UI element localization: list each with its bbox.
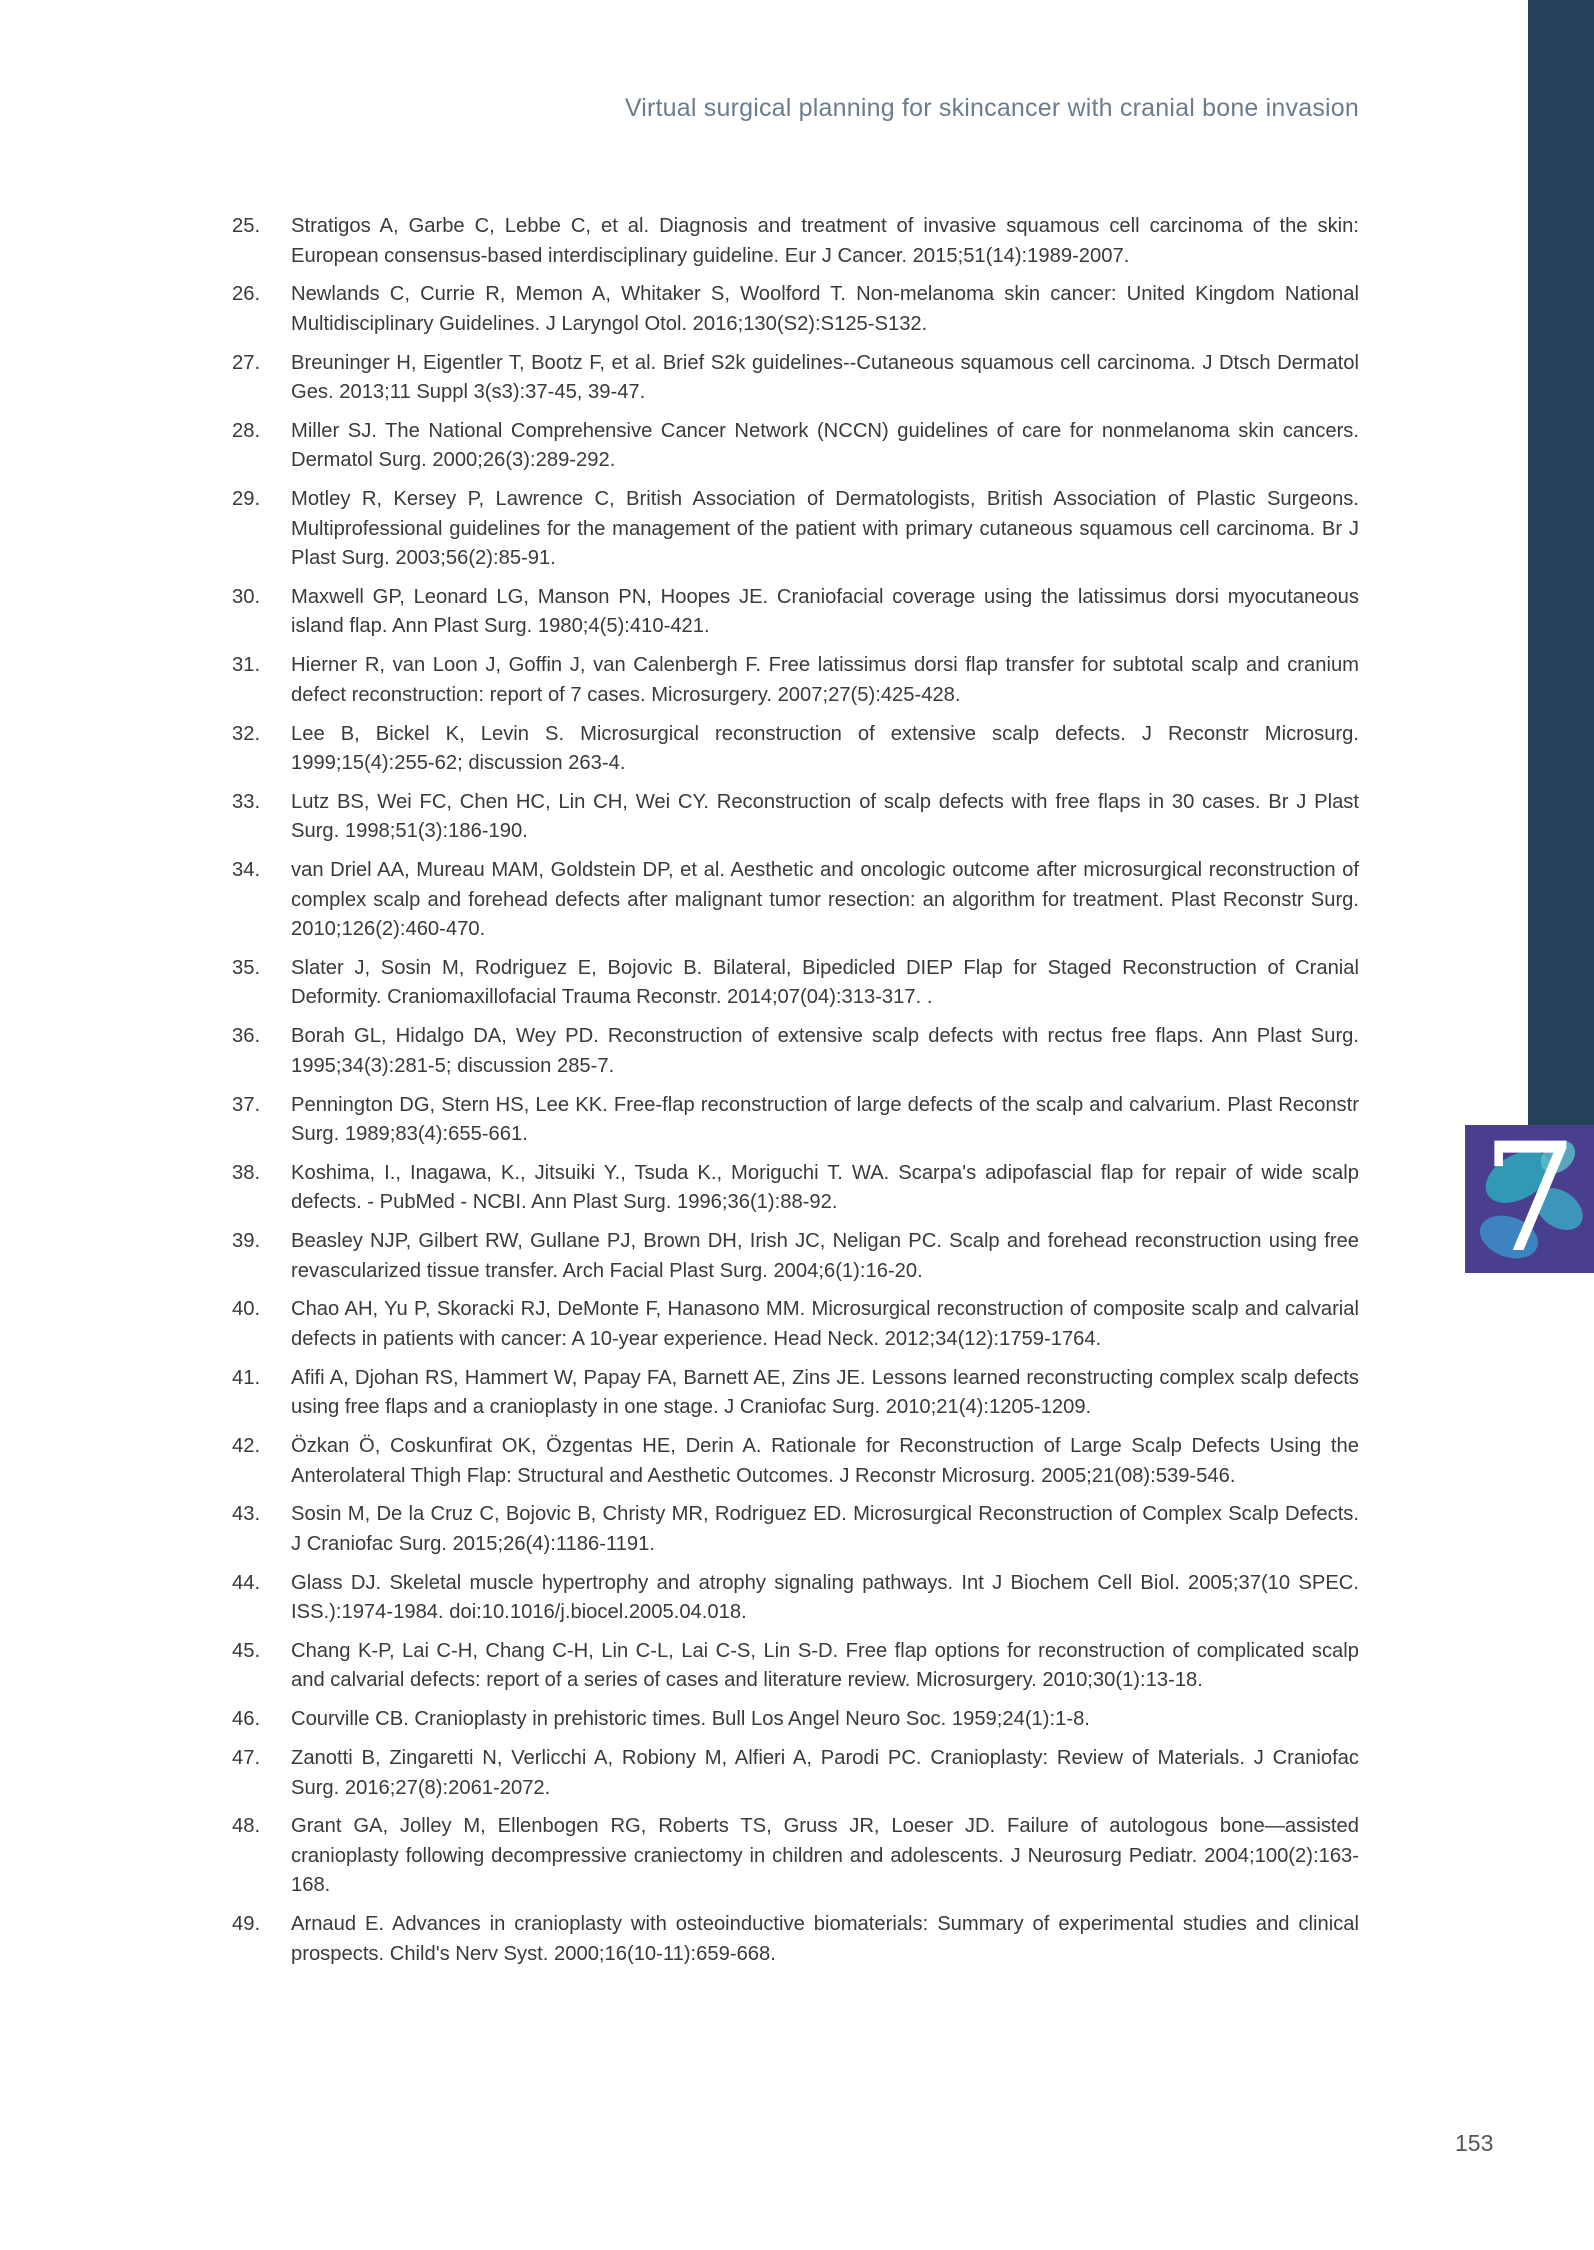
reference-number: 46.: [232, 1708, 261, 1731]
reference-number: 48.: [232, 1815, 261, 1838]
reference-number: 29.: [232, 488, 261, 511]
reference-number: 40.: [232, 1298, 261, 1321]
reference-text: Maxwell GP, Leonard LG, Manson PN, Hoopes JE. Craniofacial coverage using the latissimus dorsi myocutaneous island flap. Ann Plast Surg. 1980;4(5):410-421.: [291, 585, 1359, 638]
reference-number: 32.: [232, 722, 261, 745]
reference-item: [232, 651, 1359, 710]
reference-text: van Driel AA, Mureau MAM, Goldstein DP, et al. Aesthetic and oncologic outcome after microsurgical reconstruction of complex scalp and forehead defects after malignant tumor resection: an algorithm for treatment. Plast Reconstr Surg. 2010;126(2):460-470.: [291, 859, 1359, 941]
reference-number: 36.: [232, 1025, 261, 1048]
reference-item: [232, 788, 1359, 847]
reference-number: 49.: [232, 1913, 261, 1936]
reference-item: [232, 280, 1359, 339]
reference-number: 28.: [232, 419, 261, 442]
reference-text: Chang K-P, Lai C-H, Chang C-H, Lin C-L, Lai C-S, Lin S-D. Free flap options for reconstruction of complicated scalp and calvarial defects: report of a series of cases and literature review. Microsurgery. 2010;30(1):13-18.: [291, 1639, 1359, 1692]
reference-item: [232, 485, 1359, 574]
reference-text: Pennington DG, Stern HS, Lee KK. Free-flap reconstruction of large defects of the scalp and calvarium. Plast Reconstr Surg. 1989;83(4):655-661.: [291, 1093, 1359, 1146]
reference-number: 45.: [232, 1639, 261, 1662]
reference-item: [232, 1159, 1359, 1218]
reference-text: Lutz BS, Wei FC, Chen HC, Lin CH, Wei CY. Reconstruction of scalp defects with free flaps in 30 cases. Br J Plast Surg. 1998;51(3):186-190.: [291, 790, 1359, 843]
reference-text: Motley R, Kersey P, Lawrence C, British Association of Dermatologists, British Association of Plastic Surgeons. Multiprofessional guidelines for the management of the patient with primary cutaneous squamous cell carcinoma. Br J Plast Surg. 2003;56(2):85-91.: [291, 488, 1359, 570]
chapter-tab: [1465, 1125, 1594, 1273]
reference-text: Hierner R, van Loon J, Goffin J, van Calenbergh F. Free latissimus dorsi flap transfer for subtotal scalp and cranium defect reconstruction: report of 7 cases. Microsurgery. 2007;27(5):425-428.: [291, 654, 1359, 706]
reference-text: Breuninger H, Eigentler T, Bootz F, et al. Brief S2k guidelines--Cutaneous squamous cell carcinoma. J Dtsch Dermatol Ges. 2013;11 Suppl 3(s3):37-45, 39-47.: [291, 351, 1359, 404]
reference-number: 41.: [232, 1366, 261, 1389]
reference-number: 25.: [232, 215, 261, 237]
reference-text: Özkan Ö, Coskunfirat OK, Özgentas HE, Derin A. Rationale for Reconstruction of Large Scalp Defects Using the Anterolateral Thigh Flap: Structural and Aesthetic Outcomes. J Reconstr Microsurg. 2005;21(08):539-546.: [291, 1435, 1359, 1487]
reference-number: 26.: [232, 283, 261, 306]
reference-item: [232, 1432, 1359, 1491]
reference-number: 38.: [232, 1161, 261, 1184]
reference-item: [232, 583, 1359, 642]
reference-text: Stratigos A, Garbe C, Lebbe C, et al. Diagnosis and treatment of invasive squamous cell carcinoma of the skin: European consensus-based interdisciplinary guideline. Eur J Cancer. 2015;51(14):1989-2007.: [291, 215, 1359, 267]
reference-item: [232, 954, 1359, 1013]
reference-number: 30.: [232, 585, 261, 608]
reference-number: 39.: [232, 1230, 261, 1253]
reference-item: [232, 1022, 1359, 1081]
reference-number: 35.: [232, 956, 261, 979]
reference-number: 33.: [232, 790, 261, 813]
reference-text: Arnaud E. Advances in cranioplasty with osteoinductive biomaterials: Summary of experimental studies and clinical prospects. Child's Nerv Syst. 2000;16(10-11):659-668.: [291, 1913, 1359, 1965]
reference-number: 42.: [232, 1435, 261, 1458]
reference-text: Sosin M, De la Cruz C, Bojovic B, Christy MR, Rodriguez ED. Microsurgical Reconstruction of Complex Scalp Defects. J Craniofac Surg. 2015;26(4):1186-1191.: [291, 1503, 1359, 1555]
reference-item: [232, 720, 1359, 779]
reference-text: Grant GA, Jolley M, Ellenbogen RG, Roberts TS, Gruss JR, Loeser JD. Failure of autologous bone—assisted cranioplasty following decompressive craniectomy in children and adolescents. J Neurosurg Pediatr. 2004;100(2):163-168.: [291, 1815, 1359, 1897]
reference-item: [232, 417, 1359, 476]
reference-item: [232, 1637, 1359, 1696]
reference-number: 47.: [232, 1747, 261, 1770]
reference-item: [232, 1569, 1359, 1628]
reference-text: Borah GL, Hidalgo DA, Wey PD. Reconstruction of extensive scalp defects with rectus free flaps. Ann Plast Surg. 1995;34(3):281-5; discussion 285-7.: [291, 1025, 1359, 1077]
reference-text: Courville CB. Cranioplasty in prehistoric times. Bull Los Angel Neuro Soc. 1959;24(1):1-8.: [291, 1708, 1090, 1731]
chapter-number: 7: [1481, 1125, 1578, 1273]
reference-item: [232, 1812, 1359, 1901]
page-number: 153: [1455, 2130, 1494, 2156]
reference-text: Chao AH, Yu P, Skoracki RJ, DeMonte F, Hanasono MM. Microsurgical reconstruction of composite scalp and calvarial defects in patients with cancer: A 10-year experience. Head Neck. 2012;34(12):1759-1764.: [291, 1298, 1359, 1350]
reference-text: Afifi A, Djohan RS, Hammert W, Papay FA, Barnett AE, Zins JE. Lessons learned reconstructing complex scalp defects using free flaps and a cranioplasty in one stage. J Craniofac Surg. 2010;21(4):1205-1209.: [291, 1366, 1359, 1419]
reference-item: [232, 1295, 1359, 1354]
reference-item: [232, 1091, 1359, 1150]
reference-item: [232, 1227, 1359, 1286]
reference-item: [232, 349, 1359, 408]
reference-text: Lee B, Bickel K, Levin S. Microsurgical reconstruction of extensive scalp defects. J Reconstr Microsurg. 1999;15(4):255-62; discussion 263-4.: [291, 722, 1359, 775]
reference-text: Beasley NJP, Gilbert RW, Gullane PJ, Brown DH, Irish JC, Neligan PC. Scalp and forehead reconstruction using free revascularized tissue transfer. Arch Facial Plast Surg. 2004;6(1):16-20.: [291, 1230, 1359, 1282]
reference-item: [232, 1705, 1359, 1735]
reference-text: Miller SJ. The National Comprehensive Cancer Network (NCCN) guidelines of care for nonmelanoma skin cancers. Dermatol Surg. 2000;26(3):289-292.: [291, 419, 1359, 472]
running-head: Virtual surgical planning for skincancer with cranial bone invasion: [624, 94, 1359, 122]
reference-number: 27.: [232, 351, 261, 374]
reference-text: Slater J, Sosin M, Rodriguez E, Bojovic B. Bilateral, Bipedicled DIEP Flap for Staged Reconstruction of Cranial Deformity. Craniomaxillofacial Trauma Reconstr. 2014;07(04):313-317. .: [291, 956, 1359, 1009]
reference-text: Zanotti B, Zingaretti N, Verlicchi A, Robiony M, Alfieri A, Parodi PC. Cranioplasty: Review of Materials. J Craniofac Surg. 2016;27(8):2061-2072.: [291, 1747, 1359, 1799]
side-color-bar: [1528, 0, 1594, 1125]
reference-number: 34.: [232, 859, 261, 882]
reference-item: [232, 212, 1359, 271]
reference-item: [232, 1910, 1359, 1969]
reference-number: 37.: [232, 1093, 261, 1116]
reference-number: 31.: [232, 654, 261, 677]
reference-number: 43.: [232, 1503, 261, 1526]
reference-item: [232, 856, 1359, 945]
reference-text: Newlands C, Currie R, Memon A, Whitaker S, Woolford T. Non-melanoma skin cancer: United Kingdom National Multidisciplinary Guidelines. J Laryngol Otol. 2016;130(S2):S125-S132.: [291, 283, 1359, 335]
reference-text: Glass DJ. Skeletal muscle hypertrophy and atrophy signaling pathways. Int J Biochem Cell Biol. 2005;37(10 SPEC. ISS.):1974-1984. doi:10.1016/j.biocel.2005.04.018.: [291, 1571, 1359, 1624]
reference-list: [232, 212, 1359, 1978]
reference-item: [232, 1500, 1359, 1559]
reference-number: 44.: [232, 1571, 261, 1594]
reference-item: [232, 1744, 1359, 1803]
reference-item: [232, 1364, 1359, 1423]
reference-text: Koshima, I., Inagawa, K., Jitsuiki Y., Tsuda K., Moriguchi T. WA. Scarpa's adipofascial flap for repair of wide scalp defects. - PubMed - NCBI. Ann Plast Surg. 1996;36(1):88-92.: [291, 1161, 1359, 1214]
